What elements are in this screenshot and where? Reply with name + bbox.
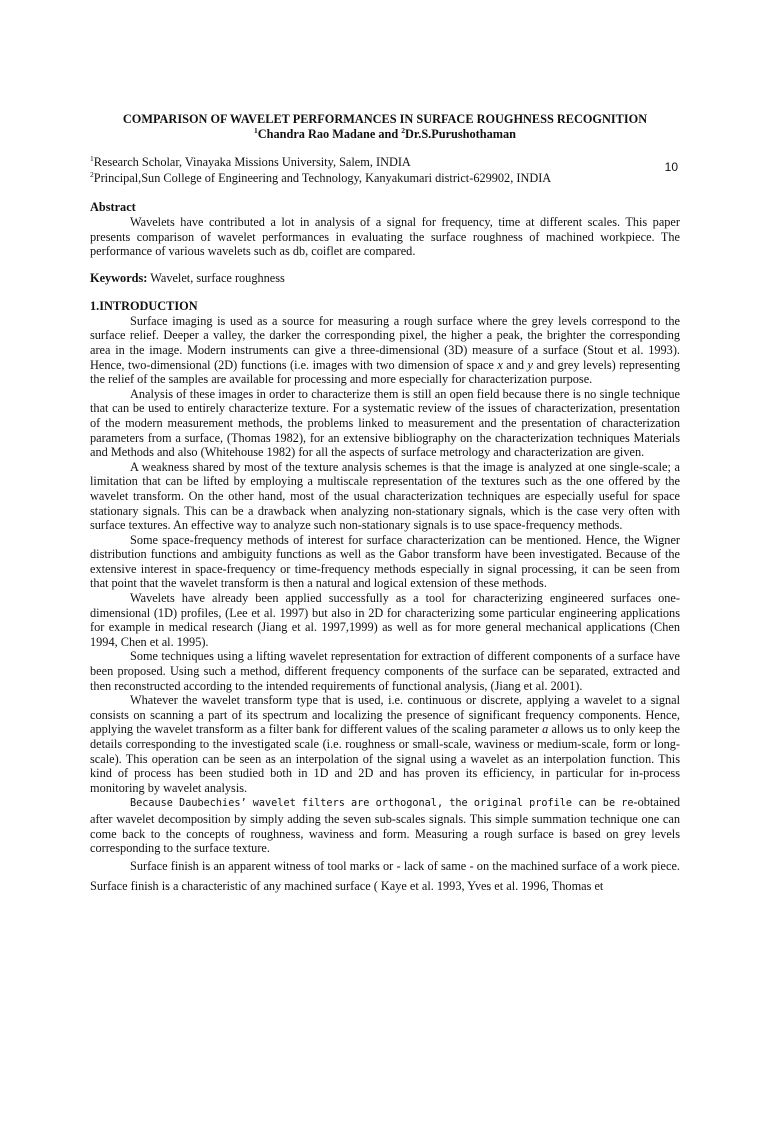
variable-a: a [542, 722, 549, 737]
paragraph-1-part-a: Surface imaging is used as a source for measuring a rough surface where the grey levels correspond to the surface relief. Deeper a valley, the darker the corresponding pixel, the higher a peak, the brighter the corresponding area in the image. Modern instruments can give a three-dimensional (3D) measure of a surface (Stout et al. 1993). Hence, two-dimensional (2D) functions (i.e. images with two dimension of space [90, 313, 680, 372]
paragraph-1 [90, 314, 680, 387]
paragraph-3: A weakness shared by most of the texture analysis schemes is that the image is analyzed at one single-scale; a limitation that can be lifted by employing a multiscale representation of the textures such as the one offered by the wavelet transform. On the other hand, most of the usual characterization techniques are especially useful for space stationary signals. This can be a drawback when analyzing non-stationary signals, which is the case very often with surface textures. An effective way to analyze such non-stationary signals is to use space-frequency methods. [90, 459, 680, 533]
affiliation-1-text: Research Scholar, Vinayaka Missions University, Salem, INDIA [93, 155, 411, 169]
paragraph-9: Surface finish is an apparent witness of tool marks or - lack of same - on the machined surface of a work piece. Surface finish is a characteristic of any machined surface ( Kaye et al. 1993, Yves et al. 1996, Thomas et [90, 858, 680, 893]
paragraph-7 [90, 693, 680, 795]
paragraph-7-part-b: allows us to only keep the details corresponding to the investigated scale (i.e. roughness or small-scale, waviness or medium-scale, form or long-scale). This operation can be seen as an interpolation of the signal using a wavelet as an interpolation function. This kind of process has been studied both in 1D and 2D and has proven its efficiency, in particular for in-process monitoring by wavelet analysis. [90, 722, 680, 795]
affiliation-1 [90, 154, 680, 170]
author-1: Chandra Rao Madane and [257, 127, 402, 141]
document-page [0, 112, 768, 1136]
paragraph-2: Analysis of these images in order to characterize them is still an open field because there is no single technique that can be used to entirely characterize texture. For a systematic review of the issues of characterization, presentation of the modern measurement methods, the problems linked to measurement and the presentation of characterization parameters from a surface, (Thomas 1982), for an extensive bibliography on the characterization techniques Materials and Methods and also (Whitehouse 1982) for all the aspects of surface metrology and characterization are given. [90, 386, 680, 460]
section-heading-introduction: 1.INTRODUCTION [90, 298, 198, 313]
affiliation-1-superscript: 1 [90, 153, 94, 163]
paragraph-6: Some techniques using a lifting wavelet representation for extraction of different components of a surface have been proposed. Using such a method, different frequency components of the surface can be separated, extracted and then reconstructed according to the intended requirements of functional analysis, (Jiang et al. 2001). [90, 649, 680, 693]
author-2-superscript: 2 [401, 125, 406, 135]
keywords-line [90, 271, 680, 286]
page-number: 10 [664, 160, 678, 174]
variable-y: y [527, 357, 533, 372]
author-line [90, 127, 680, 142]
affiliation-2-text: Principal,Sun College of Engineering and Technology, Kanyakumari district-629902, INDIA [93, 171, 552, 185]
affiliations [90, 154, 680, 186]
affiliation-2-superscript: 2 [90, 169, 94, 179]
author-1-superscript: 1 [254, 125, 258, 135]
paragraph-7-part-a: Whatever the wavelet transform type that is used, i.e. continuous or discrete, applying a wavelet to a signal consists on scanning a part of its spectrum and localizing the presence of significant frequency components. Hence, applying the wavelet transform as a filter bank for different values of the scaling parameter [90, 693, 680, 737]
keywords-text: Wavelet, surface roughness [147, 270, 285, 285]
abstract-text: Wavelets have contributed a lot in analysis of a signal for frequency, time at different scales. This paper presents comparison of wavelet performances in evaluating the surface roughness of machined workpiece. The performance of various wavelets such as db, coiflet are compared. [90, 215, 680, 259]
paragraph-1-part-c: and grey levels) representing the relief of the samples are available for processing and more especially for characterization purpose. [90, 357, 680, 387]
affiliation-2 [90, 170, 680, 186]
author-2: Dr.S.Purushothaman [405, 127, 516, 141]
paper-title: COMPARISON OF WAVELET PERFORMANCES IN SURFACE ROUGHNESS RECOGNITION [122, 112, 648, 126]
paragraph-5: Wavelets have already been applied successfully as a tool for characterizing engineered surfaces one-dimensional (1D) profiles, (Lee et al. 1997) but also in 2D for characterizing some particular engineering applications for example in medical research (Jiang et al. 1997,1999) as well as for more general mechanical applications (Chen 1994, Chen et al. 1995). [90, 591, 680, 649]
abstract-heading: Abstract [90, 200, 136, 214]
keywords-label: Keywords: [90, 270, 148, 285]
title-block [90, 112, 680, 142]
paragraph-8-rest: -obtained after wavelet decomposition by simply adding the seven sub-scales signals. This simple summation technique one can come back to the concepts of roughness, waviness and form. Measuring a rough surface is based on grey levels corresponding to the surface texture. [90, 795, 680, 856]
paragraph-8-monospace-run: Because Daubechies’ wavelet filters are orthogonal, the original profile can be re [130, 798, 634, 810]
paragraph-1-part-b: and [502, 357, 528, 372]
paragraph-8 [90, 795, 680, 855]
variable-x: x [497, 357, 503, 372]
paragraph-4: Some space-frequency methods of interest for surface characterization can be mentioned. Hence, the Wigner distribution functions and ambiguity functions as well as the Gabor transform have been investigated. Because of the extensive interest in space-frequency or time-frequency methods especially in signal processing, it can be seen from that point that the wavelet transform is then a natural and logical extension of these methods. [90, 532, 680, 591]
